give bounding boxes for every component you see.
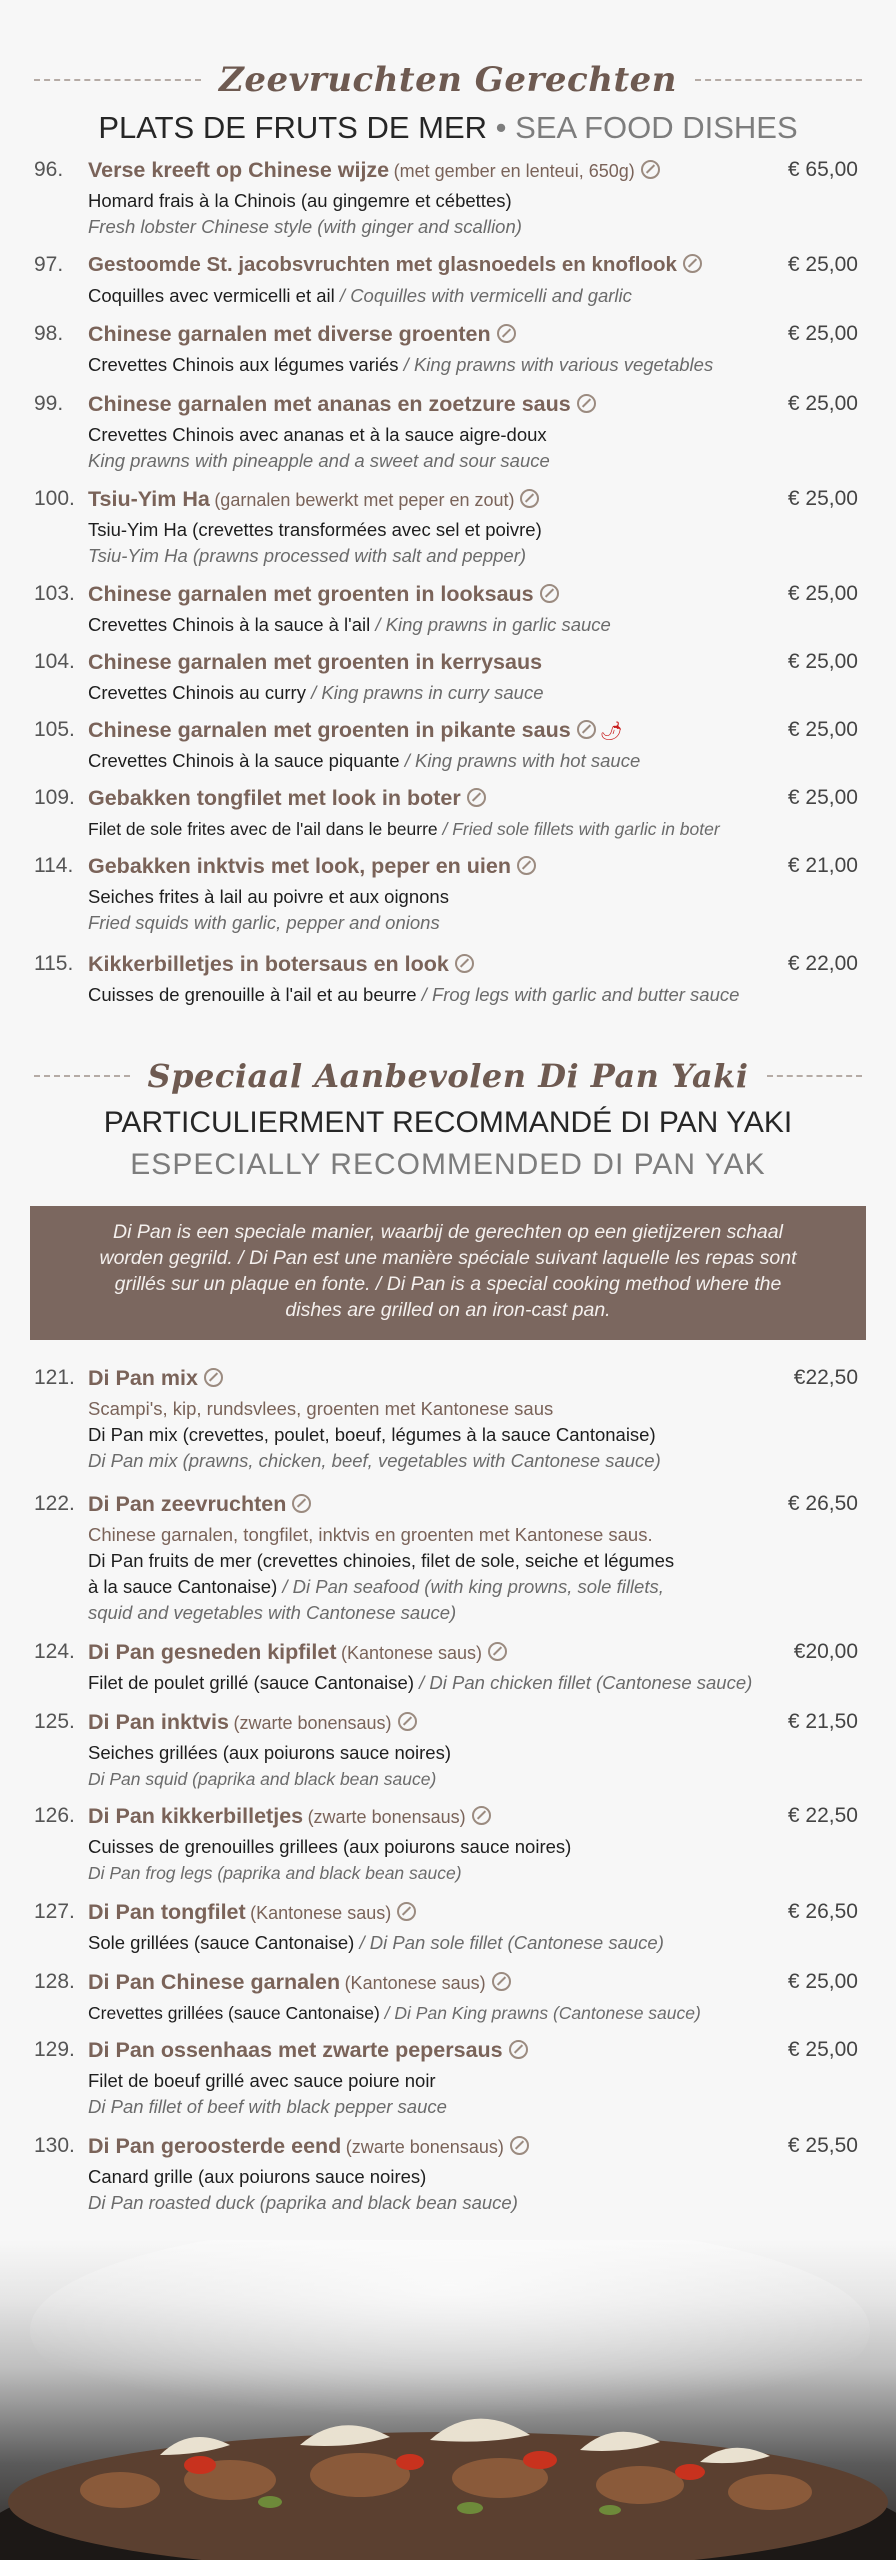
item-note: (garnalen bewerkt met peper en zout) — [214, 490, 515, 510]
item-number: 97. — [34, 253, 64, 276]
item-number: 115. — [34, 952, 74, 975]
item-desc-fr: Crevettes Chinois avec ananas et à la sauce aigre-doux — [88, 424, 547, 445]
item-name: Chinese garnalen met groenten in pikante saus — [88, 718, 571, 742]
item-note: (Kantonese saus) — [340, 1643, 483, 1663]
item-desc-en: King prawns with pineapple and a sweet and sour sauce — [88, 450, 550, 471]
item-name-line — [88, 1804, 858, 1832]
item-number: 126. — [34, 1804, 75, 1827]
item-name: Di Pan mix — [88, 1366, 198, 1390]
no-msg-icon — [540, 584, 559, 603]
lang-separator: / — [398, 354, 414, 375]
dipan-title-en: ESPECIALLY RECOMMENDED DI PAN YAK — [130, 1148, 766, 1181]
lang-separator: / — [379, 2003, 395, 2023]
item-number: 129. — [34, 2038, 75, 2061]
item-desc-fr-end: à la sauce Cantonaise) — [88, 1576, 278, 1597]
item-number: 128. — [34, 1970, 75, 1993]
item-desc-fr: Coquilles avec vermicelli et ail — [88, 285, 335, 306]
item-desc-en: King prawns with various vegetables — [413, 354, 714, 375]
item-note: (zwarte bonensaus) — [307, 1807, 466, 1827]
item-number: 127. — [34, 1900, 75, 1923]
no-msg-icon — [641, 160, 660, 179]
no-msg-icon — [497, 324, 516, 343]
item-desc — [88, 816, 866, 842]
item-number: 96. — [34, 158, 64, 181]
item-name: Kikkerbilletjes in botersaus en look — [88, 952, 449, 976]
item-price: € 25,50 — [787, 2134, 858, 2157]
heading-rule-right — [695, 79, 862, 81]
item-number: 104. — [34, 650, 75, 673]
item-price: € 25,00 — [787, 718, 858, 741]
no-msg-icon — [488, 1642, 507, 1661]
lang-separator: / — [413, 1672, 430, 1693]
item-name: Chinese garnalen met diverse groenten — [88, 322, 491, 346]
no-msg-icon — [204, 1368, 223, 1387]
item-name: Di Pan geroosterde eend — [88, 2134, 342, 2158]
item-note: (Kantonese saus) — [344, 1973, 486, 1993]
item-desc-fr: Crevettes grillées (sauce Cantonaise) — [88, 2003, 380, 2023]
item-name: Di Pan ossenhaas met zwarte pepersaus — [88, 2038, 503, 2062]
title-separator: • — [495, 110, 507, 145]
lang-separator: / — [334, 285, 351, 306]
item-price: € 25,00 — [787, 1970, 858, 1993]
no-msg-icon — [397, 1902, 416, 1921]
item-price: € 65,00 — [787, 158, 858, 181]
item-number: 124. — [34, 1640, 75, 1663]
heading-rule-left — [34, 79, 201, 81]
item-name: Tsiu-Yim Ha — [88, 487, 210, 511]
item-name: Chinese garnalen met ananas en zoetzure saus — [88, 392, 571, 416]
seafood-script-heading — [0, 52, 896, 108]
heading-rule-left — [34, 1075, 130, 1077]
item-desc-nl: Chinese garnalen, tongfilet, inktvis en groenten met Kantonese saus. — [88, 1524, 653, 1545]
item-desc — [88, 748, 866, 774]
item-desc — [88, 1670, 866, 1696]
item-price: € 25,00 — [787, 487, 858, 510]
lang-separator: / — [354, 1932, 370, 1953]
no-msg-icon — [509, 2040, 528, 2059]
item-desc — [88, 283, 866, 309]
item-name: Verse kreeft op Chinese wijze — [88, 158, 390, 182]
banner-line: worden gegrild. / Di Pan est une manière spéciale suivant laquelle les repas sont — [99, 1247, 797, 1269]
item-desc-fr: Di Pan fruits de mer (crevettes chinoies, filet de sole, seiche et légumes — [88, 1550, 675, 1571]
item-number: 109. — [34, 786, 75, 809]
item-name: Di Pan inktvis — [88, 1710, 229, 1734]
item-price: € 25,00 — [787, 322, 858, 345]
no-msg-icon — [510, 2136, 529, 2155]
item-number: 105. — [34, 718, 75, 741]
item-name: Di Pan gesneden kipfilet — [88, 1640, 337, 1664]
item-price: € 21,50 — [787, 1710, 858, 1733]
seafood-title-en: SEA FOOD DISHES — [515, 110, 798, 145]
item-name-line — [88, 786, 858, 814]
item-price: € 25,00 — [787, 650, 858, 673]
item-desc — [88, 680, 866, 706]
item-desc-en: King prawns in garlic sauce — [385, 614, 611, 635]
item-name: Di Pan tongfilet — [88, 1900, 246, 1924]
item-name-line — [88, 582, 858, 610]
item-name-line — [88, 2134, 858, 2162]
item-desc-en: King prawns in curry sauce — [321, 682, 544, 703]
item-desc-en: Tsiu-Yim Ha (prawns processed with salt and pepper) — [88, 545, 527, 566]
item-name-line — [88, 1710, 858, 1738]
item-desc-fr: Filet de sole frites avec de l'ail dans le beurre — [88, 819, 438, 839]
dipan-subheading-en — [0, 1148, 896, 1182]
item-name-line — [88, 322, 858, 350]
sizzling-pan-illustration — [0, 2240, 896, 2560]
item-desc-fr: Sole grillées (sauce Cantonaise) — [88, 1932, 355, 1953]
item-desc-fr: Crevettes Chinois à la sauce piquante — [88, 750, 400, 771]
item-name: Gebakken tongfilet met look in boter — [88, 786, 461, 810]
item-desc-fr: Cuisses de grenouille à l'ail et au beurre — [88, 984, 417, 1005]
dipan-info-banner — [30, 1206, 866, 1340]
item-desc-fr: Cuisses de grenouilles grillees (aux poiurons sauce noires) — [88, 1836, 572, 1857]
item-number: 122. — [34, 1492, 75, 1515]
banner-line: Di Pan is een speciale manier, waarbij de gerechten op een gietijzeren schaal — [113, 1221, 783, 1243]
item-desc — [88, 1930, 866, 1956]
heading-rule-right — [767, 1075, 863, 1077]
item-name-line — [88, 1492, 858, 1520]
item-price: € 22,50 — [787, 1804, 858, 1827]
item-name-line — [88, 253, 858, 281]
item-desc — [88, 612, 866, 638]
item-desc-en: Di Pan sole fillet (Cantonese sauce) — [369, 1932, 664, 1953]
item-number: 99. — [34, 392, 64, 415]
item-name-line — [88, 2038, 858, 2066]
no-msg-icon — [492, 1972, 511, 1991]
item-desc-fr: Seiches grillées (aux poiurons sauce noires) — [88, 1742, 451, 1763]
item-desc — [88, 352, 866, 378]
item-price: € 25,00 — [787, 786, 858, 809]
lang-separator: / — [277, 1576, 293, 1597]
no-msg-icon — [577, 720, 596, 739]
item-name-line — [88, 1640, 858, 1668]
item-desc-en: Di Pan mix (prawns, chicken, beef, vegetables with Cantonese sauce) — [88, 1450, 661, 1471]
dipan-script-title: Speciaal Aanbevolen Di Pan Yaki — [147, 1057, 749, 1095]
item-name-line — [88, 1900, 858, 1928]
item-note: (zwarte bonensaus) — [345, 2137, 504, 2157]
item-name: Di Pan Chinese garnalen — [88, 1970, 341, 1994]
item-price: € 25,00 — [787, 392, 858, 415]
food-photo — [0, 2240, 896, 2560]
item-price: € 22,00 — [787, 952, 858, 975]
no-msg-icon — [683, 254, 702, 273]
item-name: Chinese garnalen met groenten in looksaus — [88, 582, 534, 606]
item-note: (zwarte bonensaus) — [233, 1713, 392, 1733]
item-name: Gebakken inktvis met look, peper en uien — [88, 854, 511, 878]
item-desc-fr: Crevettes Chinois aux légumes variés — [88, 354, 399, 375]
item-price: €20,00 — [793, 1640, 858, 1663]
item-number: 98. — [34, 322, 64, 345]
banner-line: grillés sur un plaque en fonte. / Di Pan is a special cooking method where the — [114, 1273, 782, 1295]
item-name-line — [88, 718, 858, 746]
item-number: 130. — [34, 2134, 75, 2157]
item-name-line — [88, 952, 858, 980]
item-desc-fr: Crevettes Chinois au curry — [88, 682, 306, 703]
item-number: 114. — [34, 854, 74, 877]
item-name: Di Pan kikkerbilletjes — [88, 1804, 304, 1828]
lang-separator: / — [437, 819, 453, 839]
item-price: €22,50 — [793, 1366, 858, 1389]
lang-separator: / — [370, 614, 386, 635]
item-name-line — [88, 1970, 858, 1998]
seafood-script-title: Zeevruchten Gerechten — [219, 60, 677, 100]
item-desc — [88, 2000, 866, 2026]
no-msg-icon — [517, 856, 536, 875]
item-desc-en: Di Pan fillet of beef with black pepper sauce — [88, 2096, 447, 2117]
lang-separator: / — [305, 682, 322, 703]
no-msg-icon — [520, 489, 539, 508]
lang-separator: / — [399, 750, 416, 771]
item-price: € 25,00 — [787, 2038, 858, 2061]
item-desc-fr-cont — [88, 1574, 866, 1600]
item-desc-en: Di Pan seafood (with king prowns, sole fillets, — [292, 1576, 664, 1597]
item-desc-en: Di Pan frog legs (paprika and black bean sauce) — [88, 1863, 462, 1883]
item-number: 100. — [34, 487, 75, 510]
dipan-title-fr: PARTICULIERMENT RECOMMANDÉ DI PAN YAKI — [103, 1106, 793, 1139]
item-desc — [88, 982, 866, 1008]
dipan-script-heading — [0, 1048, 896, 1104]
item-desc-en: King prawns with hot sauce — [415, 750, 641, 771]
item-price: € 25,00 — [787, 582, 858, 605]
item-name: Gestoomde St. jacobsvruchten met glasnoedels en knoflook — [88, 253, 677, 276]
item-desc-en: Fresh lobster Chinese style (with ginger and scallion) — [88, 216, 522, 237]
item-price: € 26,50 — [787, 1492, 858, 1515]
item-name-line — [88, 158, 858, 186]
item-desc-fr: Seiches frites à lail au poivre et aux oignons — [88, 886, 449, 907]
item-note: (Kantonese saus) — [250, 1903, 392, 1923]
seafood-subheading — [0, 110, 896, 146]
item-desc-en: Fried squids with garlic, pepper and onions — [88, 912, 440, 933]
item-name-line — [88, 1366, 858, 1394]
item-desc-en: Coquilles with vermicelli and garlic — [350, 285, 632, 306]
item-desc-fr: Tsiu-Yim Ha (crevettes transformées avec sel et poivre) — [88, 519, 542, 540]
item-desc-fr: Filet de poulet grillé (sauce Cantonaise) — [88, 1672, 414, 1693]
item-name-line — [88, 487, 858, 515]
item-desc-en: Di Pan King prawns (Cantonese sauce) — [394, 2003, 701, 2023]
item-price: € 26,50 — [787, 1900, 858, 1923]
item-price: € 25,00 — [787, 253, 858, 276]
item-desc-nl: Scampi's, kip, rundsvlees, groenten met Kantonese saus — [88, 1398, 554, 1419]
item-desc-en: Di Pan squid (paprika and black bean sauce) — [88, 1769, 437, 1789]
item-desc-fr: Canard grille (aux poiurons sauce noires) — [88, 2166, 427, 2187]
banner-line: dishes are grilled on an iron-cast pan. — [285, 1299, 611, 1321]
item-name-line — [88, 854, 858, 882]
no-msg-icon — [467, 788, 486, 807]
no-msg-icon — [577, 394, 596, 413]
no-msg-icon — [398, 1712, 417, 1731]
item-number: 121. — [34, 1366, 75, 1389]
item-desc-fr: Di Pan mix (crevettes, poulet, boeuf, légumes à la sauce Cantonaise) — [88, 1424, 656, 1445]
item-number: 125. — [34, 1710, 75, 1733]
no-msg-icon — [472, 1806, 491, 1825]
item-name: Chinese garnalen met groenten in kerrysaus — [88, 650, 543, 674]
chili-icon: 🌶 — [599, 721, 623, 741]
item-name-line — [88, 650, 858, 678]
dipan-subheading-fr — [0, 1106, 896, 1140]
item-desc-en-cont: squid and vegetables with Cantonese sauce) — [88, 1602, 457, 1623]
seafood-title-fr: PLATS DE FRUTS DE MER — [98, 110, 488, 145]
item-name-line — [88, 392, 858, 420]
item-number: 103. — [34, 582, 75, 605]
no-msg-icon — [455, 954, 474, 973]
item-price: € 21,00 — [787, 854, 858, 877]
item-desc-en: Frog legs with garlic and butter sauce — [431, 984, 740, 1005]
item-desc-fr: Filet de boeuf grillé avec sauce poiure noir — [88, 2070, 436, 2091]
no-msg-icon — [292, 1494, 311, 1513]
item-desc-en: Fried sole fillets with garlic in boter — [452, 819, 720, 839]
item-desc-en: Di Pan chicken fillet (Cantonese sauce) — [429, 1672, 753, 1693]
item-name: Di Pan zeevruchten — [88, 1492, 287, 1516]
item-note: (met gember en lenteui, 650g) — [393, 161, 635, 181]
item-desc-en: Di Pan roasted duck (paprika and black bean sauce) — [88, 2192, 518, 2213]
lang-separator: / — [416, 984, 432, 1005]
item-desc-fr: Homard frais à la Chinois (au gingemre et cébettes) — [88, 190, 512, 211]
item-desc-fr: Crevettes Chinois à la sauce à l'ail — [88, 614, 371, 635]
